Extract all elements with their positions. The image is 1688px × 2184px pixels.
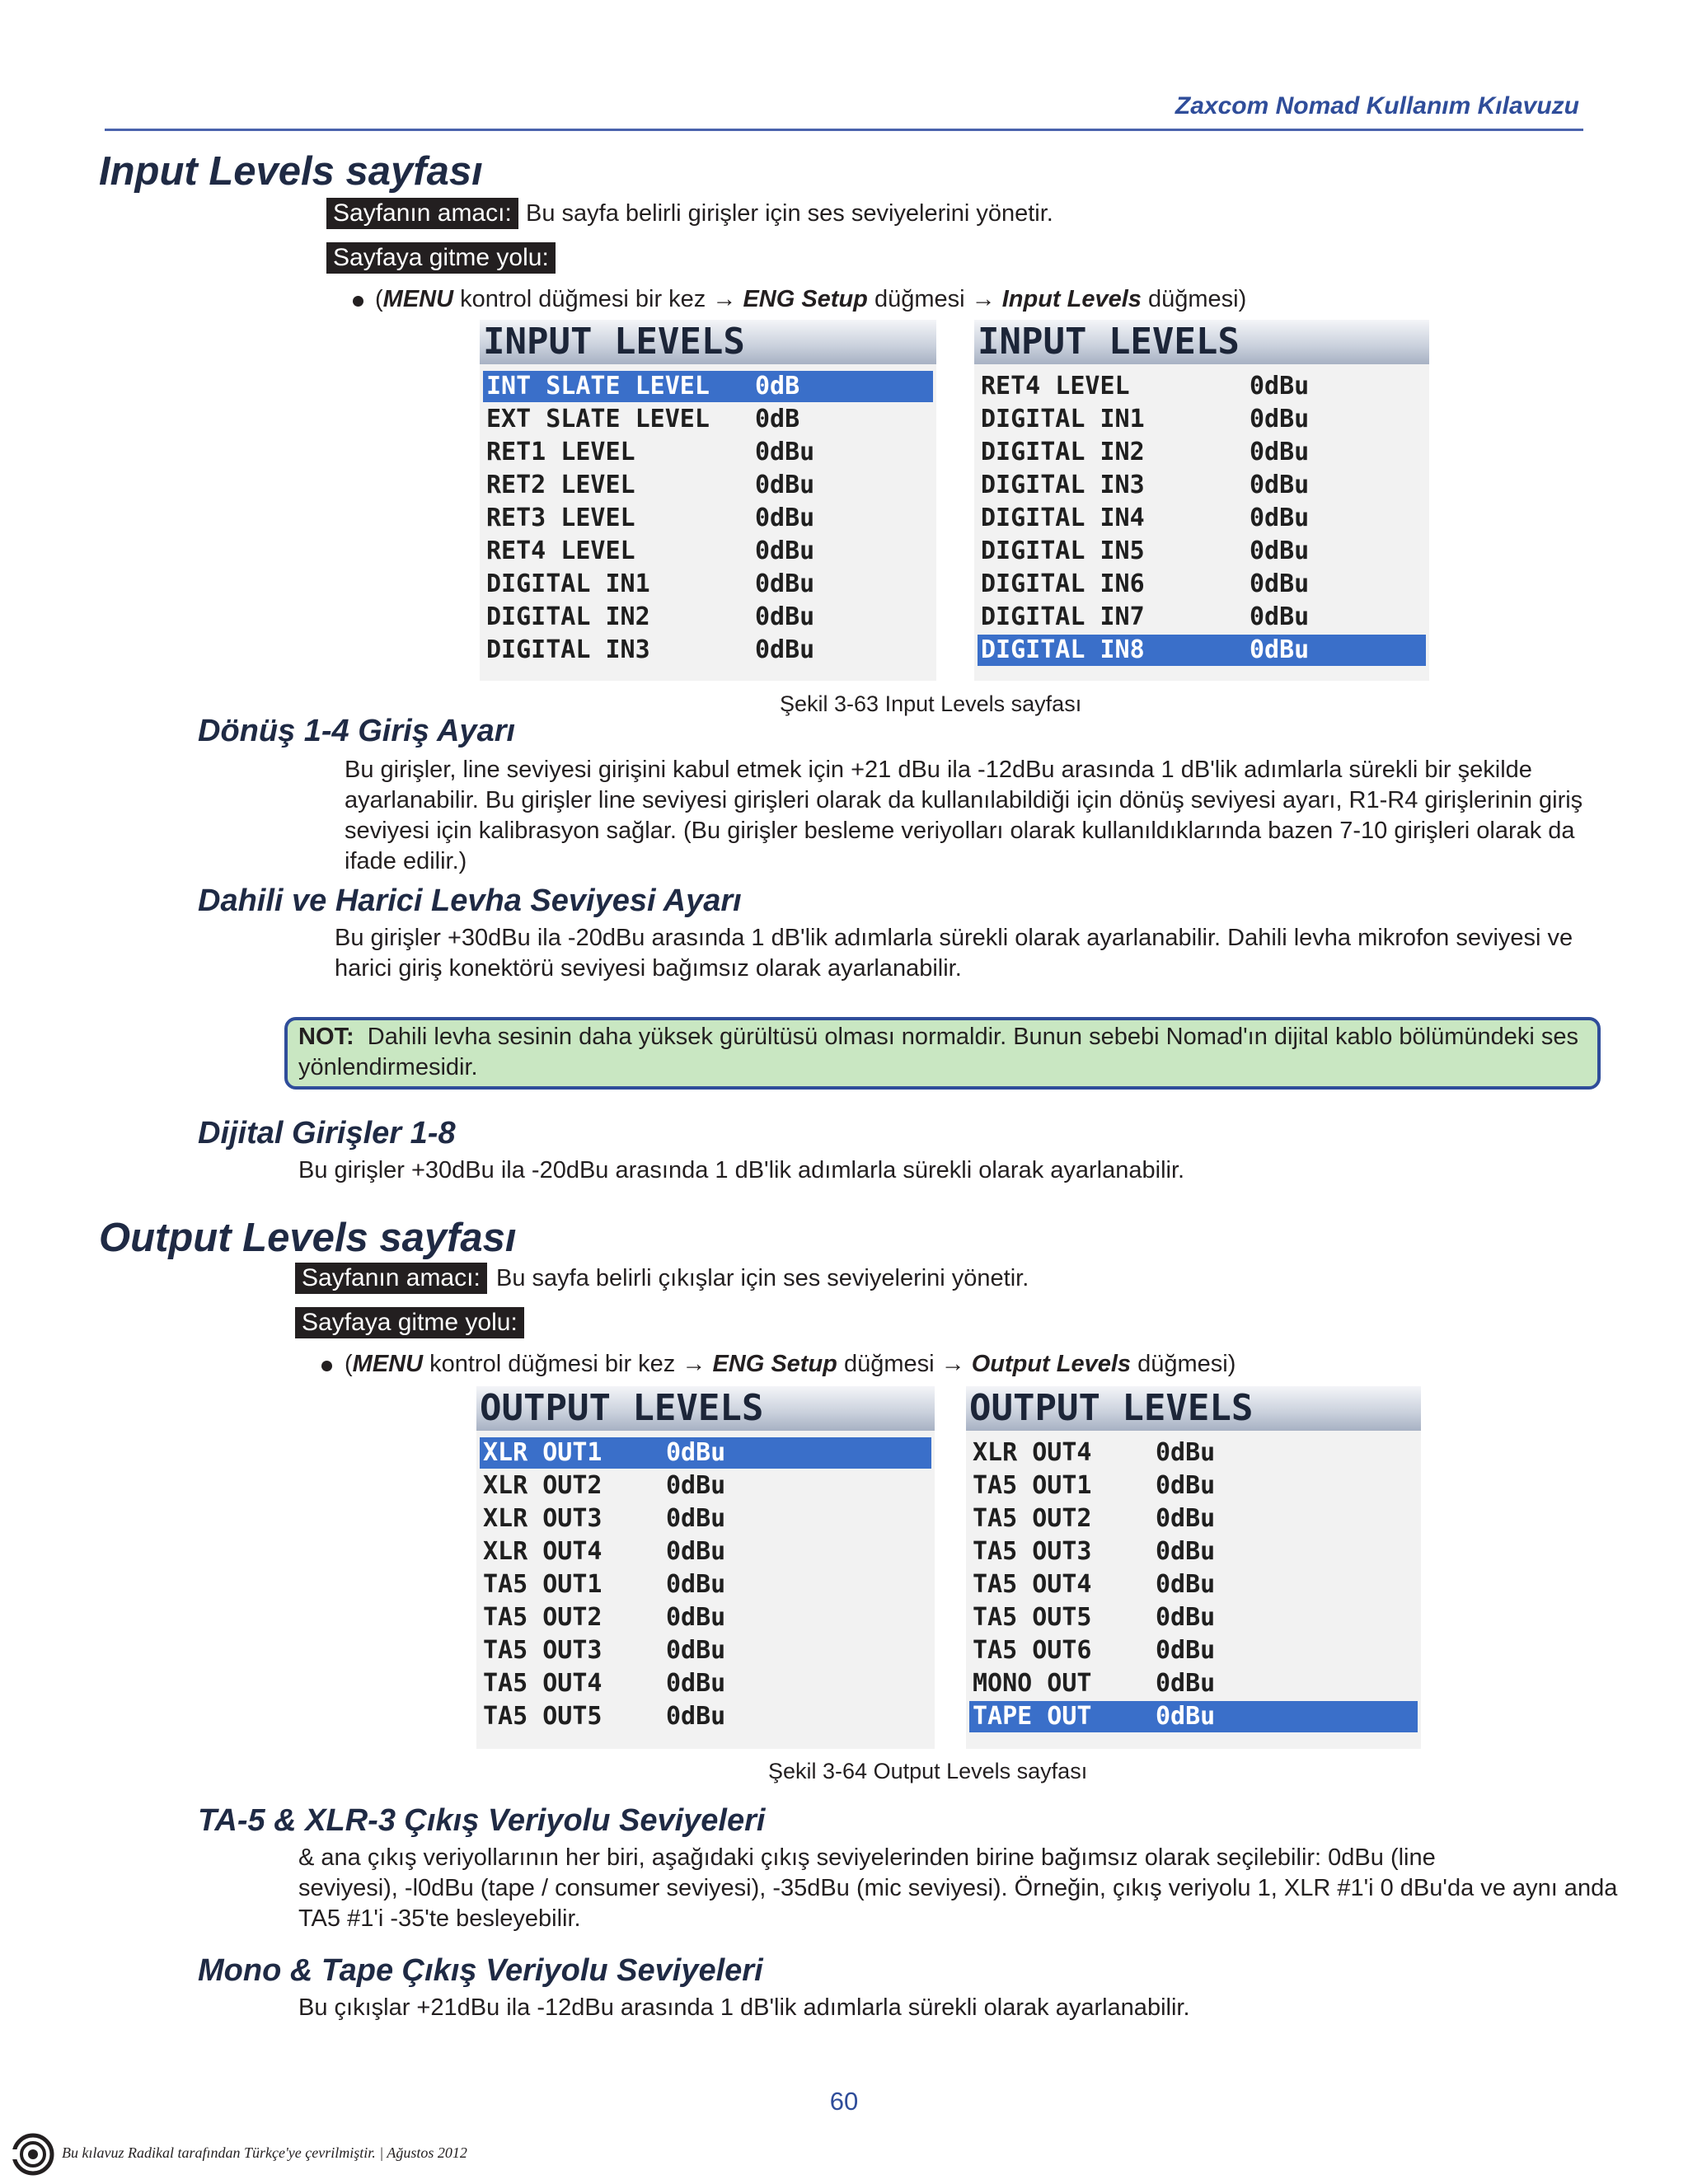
- screen-title: INPUT LEVELS: [480, 320, 936, 364]
- level-value: 0dBu: [666, 1669, 726, 1698]
- paragraph: & ana çıkış veriyollarının her biri, aşağıdaki çıkış seviyelerinden birine bağımsız olarak seçilebilir: 0dBu (line seviyesi), -l0dBu (tape / consumer seviyesi), -35dBu (mic seviyesi). Örneğin, çıkış veriyolu 1, XLR #1'i 0 dBu'da ve aynı anda TA5 #1'i -35'te besleyebilir.: [298, 1844, 1618, 1932]
- level-value: 0dBu: [755, 438, 815, 466]
- level-value: 0dBu: [1250, 504, 1310, 532]
- purpose-text: Bu sayfa belirli çıkışlar için ses seviyelerini yönetir.: [496, 1265, 1029, 1291]
- level-value: 0dB: [755, 372, 800, 401]
- level-name: RET1 LEVEL: [486, 438, 635, 466]
- subsection-title: Dijital Girişler 1-8: [198, 1116, 456, 1151]
- running-header: Zaxcom Nomad Kullanım Kılavuzu: [1175, 92, 1579, 120]
- level-value: 0dBu: [1156, 1438, 1216, 1467]
- screen-title: INPUT LEVELS: [974, 320, 1429, 364]
- subsection-title: TA-5 & XLR-3 Çıkış Veriyolu Seviyeleri: [198, 1803, 766, 1838]
- level-row[interactable]: [969, 1701, 1418, 1732]
- level-name: TA5 OUT1: [483, 1570, 603, 1599]
- level-name: RET4 LEVEL: [486, 537, 635, 565]
- level-row[interactable]: [978, 536, 1426, 567]
- level-value: 0dBu: [1250, 372, 1310, 401]
- input-levels-screen-right: [974, 320, 1429, 681]
- level-name: XLR OUT4: [483, 1537, 603, 1566]
- level-name: MONO OUT: [973, 1669, 1092, 1698]
- level-row[interactable]: [483, 503, 933, 534]
- level-value: 0dBu: [755, 471, 815, 499]
- level-value: 0dBu: [1156, 1504, 1216, 1533]
- level-row[interactable]: [969, 1470, 1418, 1502]
- level-value: 0dBu: [1250, 602, 1310, 631]
- level-value: 0dBu: [1156, 1471, 1216, 1500]
- level-row[interactable]: [978, 635, 1426, 666]
- output-levels-screen-right: [966, 1386, 1421, 1749]
- level-name: TA5 OUT5: [483, 1702, 603, 1731]
- level-name: TA5 OUT4: [483, 1669, 603, 1698]
- level-name: TA5 OUT2: [973, 1504, 1092, 1533]
- screen-title: OUTPUT LEVELS: [476, 1386, 935, 1431]
- level-name: TAPE OUT: [973, 1702, 1092, 1731]
- level-name: DIGITAL IN8: [981, 635, 1145, 664]
- screen-title: OUTPUT LEVELS: [966, 1386, 1421, 1431]
- page-number: 60: [829, 2087, 859, 2116]
- path-label: Sayfaya gitme yolu:: [326, 242, 556, 274]
- level-row[interactable]: [978, 404, 1426, 435]
- radikal-logo-icon: [12, 2133, 54, 2176]
- note-text: NOT: Dahili levha sesinin daha yüksek gürültüsü olması normaldir. Bunun sebebi Nomad'ın dijital kablo bölümündeki ses yönlendirmesidir.: [298, 1024, 1579, 1080]
- level-name: DIGITAL IN6: [981, 569, 1145, 598]
- output-levels-screen-left: [476, 1386, 935, 1749]
- level-name: DIGITAL IN2: [486, 602, 650, 631]
- level-value: 0dBu: [1250, 405, 1310, 434]
- level-row[interactable]: [969, 1635, 1418, 1666]
- purpose-label: Sayfanın amacı:: [326, 198, 518, 229]
- subsection-title: Mono & Tape Çıkış Veriyolu Seviyeleri: [198, 1953, 763, 1988]
- level-name: TA5 OUT6: [973, 1636, 1092, 1665]
- purpose-label: Sayfanın amacı:: [295, 1263, 487, 1294]
- level-value: 0dBu: [755, 537, 815, 565]
- level-row[interactable]: [483, 437, 933, 468]
- level-value: 0dBu: [666, 1537, 726, 1566]
- level-value: 0dBu: [755, 569, 815, 598]
- level-row[interactable]: [480, 1536, 931, 1568]
- level-row[interactable]: [483, 602, 933, 633]
- level-value: 0dBu: [755, 504, 815, 532]
- level-value: 0dBu: [1156, 1702, 1216, 1731]
- figure-caption: Şekil 3-63 Input Levels sayfası: [780, 691, 1082, 716]
- level-row[interactable]: [978, 470, 1426, 501]
- level-row[interactable]: [969, 1569, 1418, 1601]
- level-value: 0dBu: [1250, 635, 1310, 664]
- level-value: 0dBu: [1156, 1537, 1216, 1566]
- subsection-title: Dönüş 1-4 Giriş Ayarı: [198, 714, 516, 748]
- level-row[interactable]: [483, 371, 933, 402]
- level-row[interactable]: [480, 1437, 931, 1469]
- level-name: XLR OUT3: [483, 1504, 603, 1533]
- level-row[interactable]: [480, 1602, 931, 1633]
- path-label: Sayfaya gitme yolu:: [295, 1307, 524, 1338]
- level-name: DIGITAL IN1: [486, 569, 650, 598]
- level-value: 0dB: [755, 405, 800, 434]
- header-rule: [105, 129, 1583, 131]
- level-name: TA5 OUT2: [483, 1603, 603, 1632]
- bullet-icon: [321, 1361, 332, 1371]
- level-value: 0dBu: [1250, 438, 1310, 466]
- level-value: 0dBu: [755, 602, 815, 631]
- arrow-right-icon: →: [971, 286, 996, 312]
- footer-credit: Bu kılavuz Radikal tarafından Türkçe'ye çevrilmiştir. | Ağustos 2012: [62, 2144, 467, 2161]
- level-name: XLR OUT4: [973, 1438, 1092, 1467]
- level-name: XLR OUT1: [483, 1438, 603, 1467]
- level-name: DIGITAL IN3: [486, 635, 650, 664]
- level-name: RET3 LEVEL: [486, 504, 635, 532]
- arrow-right-icon: →: [940, 1351, 965, 1377]
- paragraph: Bu girişler, line seviyesi girişini kabul etmek için +21 dBu ila -12dBu arasında 1 dB'lik adımlarla sürekli bir şekilde ayarlanabilir. Bu girişler line seviyesi girişleri olarak da kullanılabildiği için dönüş seviyesi ayarı, R1-R4 girişlerinin giriş seviyesi için kalibrasyon sağlar. (Bu girişler besleme veriyolları olarak kullanıldıklarında bazen 7-10 girişleri olarak da ifade edilir.): [345, 757, 1583, 874]
- level-name: TA5 OUT3: [973, 1537, 1092, 1566]
- level-value: 0dBu: [666, 1471, 726, 1500]
- level-row[interactable]: [978, 569, 1426, 600]
- level-row[interactable]: [483, 404, 933, 435]
- level-name: EXT SLATE LEVEL: [486, 405, 710, 434]
- level-value: 0dBu: [666, 1438, 726, 1467]
- subsection-title: Dahili ve Harici Levha Seviyesi Ayarı: [198, 883, 742, 918]
- level-name: TA5 OUT3: [483, 1636, 603, 1665]
- level-value: 0dBu: [666, 1570, 726, 1599]
- level-name: DIGITAL IN3: [981, 471, 1145, 499]
- navigation-path: (MENU kontrol düğmesi bir kez → ENG Setup düğmesi → Input Levels düğmesi): [375, 286, 1247, 312]
- level-value: 0dBu: [1156, 1570, 1216, 1599]
- note-label: NOT:: [298, 1024, 354, 1050]
- level-row[interactable]: [978, 437, 1426, 468]
- level-name: DIGITAL IN2: [981, 438, 1145, 466]
- level-value: 0dBu: [1156, 1669, 1216, 1698]
- purpose-text: Bu sayfa belirli girişler için ses seviyelerini yönetir.: [526, 200, 1053, 227]
- level-row[interactable]: [969, 1437, 1418, 1469]
- level-row[interactable]: [480, 1569, 931, 1601]
- level-row[interactable]: [483, 635, 933, 666]
- paragraph: Bu girişler +30dBu ila -20dBu arasında 1 dB'lik adımlarla sürekli olarak ayarlanabilir.: [298, 1157, 1185, 1183]
- level-row[interactable]: [969, 1503, 1418, 1535]
- level-name: DIGITAL IN4: [981, 504, 1145, 532]
- level-name: DIGITAL IN1: [981, 405, 1145, 434]
- level-value: 0dBu: [1156, 1603, 1216, 1632]
- arrow-right-icon: →: [712, 286, 737, 312]
- level-row[interactable]: [483, 536, 933, 567]
- level-value: 0dBu: [1250, 537, 1310, 565]
- level-value: 0dBu: [1250, 569, 1310, 598]
- level-name: RET2 LEVEL: [486, 471, 635, 499]
- level-row[interactable]: [978, 602, 1426, 633]
- level-value: 0dBu: [666, 1603, 726, 1632]
- input-section-title: Input Levels sayfası: [99, 149, 483, 194]
- level-row[interactable]: [480, 1668, 931, 1699]
- level-value: 0dBu: [666, 1636, 726, 1665]
- level-row[interactable]: [969, 1668, 1418, 1699]
- level-name: DIGITAL IN5: [981, 537, 1145, 565]
- navigation-path: (MENU kontrol düğmesi bir kez → ENG Setup düğmesi → Output Levels düğmesi): [345, 1351, 1236, 1377]
- level-name: XLR OUT2: [483, 1471, 603, 1500]
- level-name: TA5 OUT5: [973, 1603, 1092, 1632]
- level-value: 0dBu: [1250, 471, 1310, 499]
- input-levels-screen-left: [480, 320, 936, 681]
- level-name: RET4 LEVEL: [981, 372, 1130, 401]
- level-row[interactable]: [480, 1701, 931, 1732]
- level-name: INT SLATE LEVEL: [486, 372, 710, 401]
- level-name: DIGITAL IN7: [981, 602, 1145, 631]
- level-row[interactable]: [480, 1635, 931, 1666]
- figure-caption: Şekil 3-64 Output Levels sayfası: [768, 1759, 1088, 1783]
- level-value: 0dBu: [666, 1504, 726, 1533]
- level-row[interactable]: [480, 1503, 931, 1535]
- level-row[interactable]: [969, 1536, 1418, 1568]
- level-name: TA5 OUT4: [973, 1570, 1092, 1599]
- level-value: 0dBu: [1156, 1636, 1216, 1665]
- level-name: TA5 OUT1: [973, 1471, 1092, 1500]
- arrow-right-icon: →: [682, 1351, 706, 1377]
- level-row[interactable]: [978, 503, 1426, 534]
- level-row[interactable]: [480, 1470, 931, 1502]
- level-row[interactable]: [978, 371, 1426, 402]
- level-row[interactable]: [483, 569, 933, 600]
- level-row[interactable]: [483, 470, 933, 501]
- level-value: 0dBu: [666, 1702, 726, 1731]
- paragraph: Bu çıkışlar +21dBu ila -12dBu arasında 1 dB'lik adımlarla sürekli olarak ayarlanabilir.: [298, 1994, 1190, 2021]
- level-value: 0dBu: [755, 635, 815, 664]
- bullet-icon: [353, 296, 363, 307]
- level-row[interactable]: [969, 1602, 1418, 1633]
- output-section-title: Output Levels sayfası: [99, 1216, 517, 1260]
- paragraph: Bu girişler +30dBu ila -20dBu arasında 1 dB'lik adımlarla sürekli olarak ayarlanabilir. Dahili levha mikrofon seviyesi ve harici giriş konektörü seviyesi bağımsız olarak ayarlanabilir.: [335, 925, 1573, 982]
